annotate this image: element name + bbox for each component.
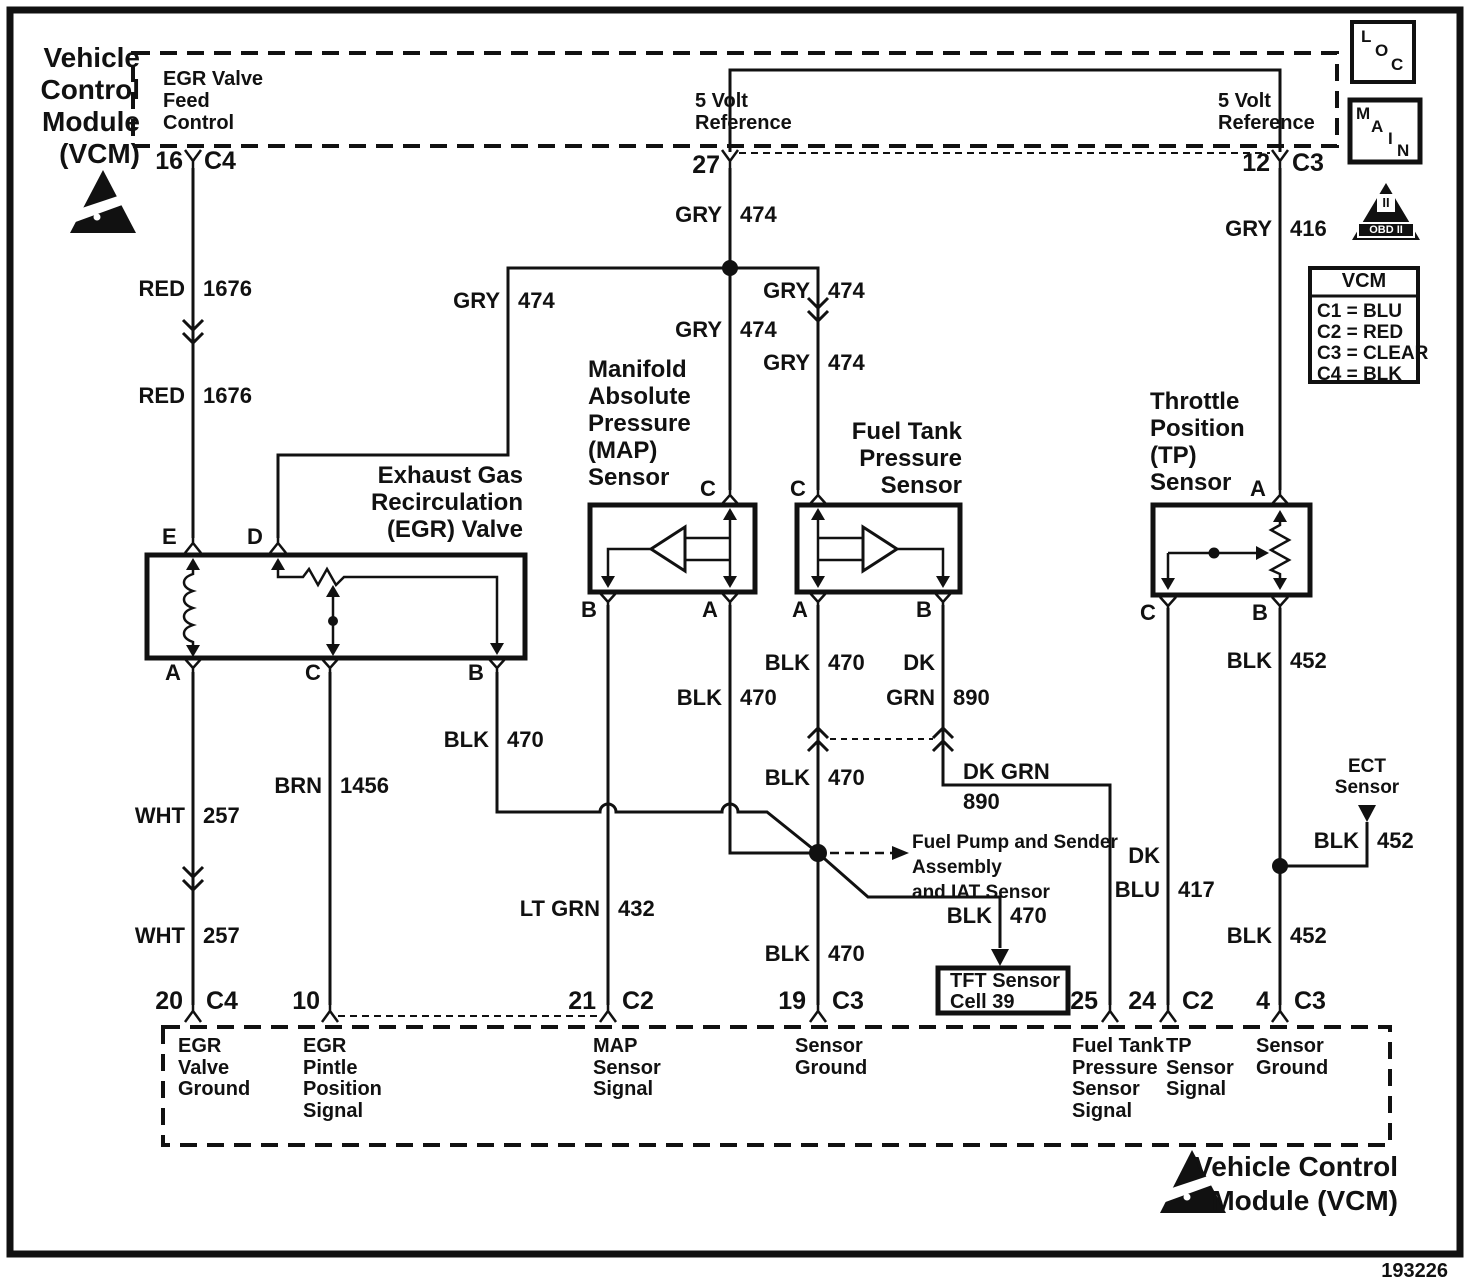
egr-pin-d-label: D	[247, 524, 263, 549]
egr-pin-e-label: E	[162, 524, 177, 549]
tft-sensor-label: TFT Sensor Cell 39	[950, 970, 1061, 1013]
tp-b-down-arrow-icon	[1273, 578, 1287, 590]
map-output-line	[608, 549, 651, 577]
main-letter-n: N	[1397, 141, 1410, 160]
five-volt-ref-left-label: 5 Volt Reference	[695, 90, 792, 134]
vcm-title-bottom: Vehicle Control Module (VCM)	[1194, 1151, 1398, 1216]
egr-pintle-up-arrow-icon	[271, 558, 285, 570]
map-sensor-title: Manifold Absolute Pressure (MAP) Sensor	[588, 356, 691, 491]
ftp-c-up-arrow-icon	[811, 508, 825, 520]
fork-tp-c-icon	[1160, 597, 1176, 608]
main-letter-m: M	[1356, 104, 1371, 123]
tp-pin-b-label: B	[1252, 600, 1268, 625]
ftp-output-line	[897, 549, 943, 577]
main-letter-i: I	[1388, 129, 1393, 148]
tp-wiper-arrow-icon	[1256, 546, 1269, 560]
vcm-legend-row-c3: C3 = CLEAR	[1317, 343, 1429, 364]
tp-wiper-dot-icon	[1209, 548, 1220, 559]
pin-20-connector: C4	[206, 987, 238, 1015]
fork-egr-a-icon	[185, 659, 201, 672]
tp-pin-c-label: C	[1140, 600, 1156, 625]
pin-20-description: EGR Valve Ground	[178, 1035, 251, 1100]
fork-egr-e-icon	[185, 538, 201, 553]
fork-pin10-icon	[322, 1005, 338, 1022]
five-volt-ref-right-label: 5 Volt Reference	[1218, 90, 1315, 134]
fork-ftp-a-icon	[810, 593, 826, 605]
tft-connection-triangle-icon	[991, 949, 1009, 966]
map-pin-a-label: A	[702, 597, 718, 622]
egr-solenoid-coil-icon	[184, 570, 193, 646]
pin-27-number: 27	[692, 151, 720, 179]
pin-12-number: 12	[1242, 149, 1270, 177]
egr-b-down-arrow-icon	[490, 643, 504, 655]
map-c-up-arrow-icon	[723, 508, 737, 520]
fork-pin12-icon	[1272, 150, 1288, 168]
ftp-pin-c-label: C	[790, 476, 806, 501]
fork-egr-b-icon	[489, 659, 505, 672]
ftp-a-down-arrow-icon	[811, 576, 825, 588]
pin-24-description: TP Sensor Signal	[1166, 1035, 1234, 1100]
tp-sensor-title: Throttle Position (TP) Sensor	[1150, 388, 1245, 496]
fork-pin27-icon	[722, 150, 738, 168]
tp-pin-a-label: A	[1250, 476, 1266, 501]
map-internal-lines	[685, 519, 730, 577]
fork-pin20-icon	[185, 1005, 201, 1022]
pin-21-connector: C2	[622, 987, 654, 1015]
tp-c-down-arrow-icon	[1161, 578, 1175, 590]
ftp-pin-a-label: A	[792, 597, 808, 622]
egr-coil-down-arrow-icon	[186, 645, 200, 657]
obd2-roman-numeral: II	[1382, 195, 1390, 210]
egr-pin-b-label: B	[468, 660, 484, 685]
pin-12-connector: C3	[1292, 149, 1324, 177]
egr-wiper-up-arrow-icon	[326, 585, 340, 597]
tp-sensor-box	[1153, 505, 1310, 595]
ftp-sensor-title: Fuel Tank Pressure Sensor	[851, 418, 962, 499]
splice-dot-blk452	[1272, 858, 1288, 874]
pin-20-number: 20	[155, 987, 183, 1015]
pin-10-description: EGR Pintle Position Signal	[303, 1035, 382, 1122]
pin-24-connector: C2	[1182, 987, 1214, 1015]
part-number: 193226	[1381, 1260, 1448, 1282]
pin-19-description: Sensor Ground	[795, 1035, 868, 1079]
fork-egr-c-icon	[322, 659, 338, 672]
fork-tp-b-icon	[1272, 597, 1288, 608]
egr-coil-up-arrow-icon	[186, 558, 200, 570]
ftp-amplifier-icon	[863, 527, 897, 571]
fork-tp-a-icon	[1272, 490, 1288, 504]
fork-egr-d-icon	[270, 538, 286, 553]
egr-pin-a-label: A	[165, 660, 181, 685]
fork-pin4-icon	[1272, 1005, 1288, 1022]
pin-25-description: Fuel Tank Pressure Sensor Signal	[1072, 1035, 1164, 1122]
fuel-pump-arrowhead-icon	[892, 846, 909, 860]
fork-map-a-icon	[722, 593, 738, 605]
obd2-banner-label: OBD II	[1369, 224, 1403, 236]
egr-feed-control-label: EGR Valve Feed Control	[163, 68, 264, 134]
map-a-down-arrow-icon	[723, 576, 737, 588]
loc-letter-l: L	[1361, 27, 1372, 46]
fork-pin24-icon	[1160, 1005, 1176, 1022]
splice-dot-gry474	[722, 260, 738, 276]
tp-resistor-icon	[1271, 521, 1289, 578]
egr-valve-title: Exhaust Gas Recirculation (EGR) Valve	[370, 462, 523, 543]
wiring-diagram: Vehicle Control Module (VCM) EGR Valve Feed Control 5 Volt Reference 5 Volt Reference 16 C4 27 12 C3 RED 1676 RED 1676 GRY 474 GRY 474 GRY 474 GRY 474 GRY 474 GRY 416 WHT 257 WHT 257 BRN 1456 BLK 470 BLK 470 BLK 470 DK GRN 890 BLK 470 BLK 470 BLK 470 DK BLU 417 BLK 452 BLK 452 BLK 452 LT GRN 432 DK GRN 890 Exhaust Gas Recirculation (EGR) Valve Manifold Absolute Pressure (MAP) Sensor Fuel Tank Pressure Sensor Throttle Position (TP) Sensor E D A C B C B A C A B A C B Fuel Pump and Sender Assembly and IAT Sensor TFT Sensor Cell 39 ECT Sensor 20 C4 10 21 C2 19 C3 25 24 C2 4 C3 EGR Valve Ground EGR Pintle Position Signal MAP Sensor Signal Sensor Ground Fuel Tank Pressure Sensor Signal TP Sensor Signal Sensor Ground Vehicle Control Module (VCM) 193226 L O C M A I N II OBD II VCM C1 = BLU C2 = RED C3 = CLEAR C4 = BLK	[0, 0, 1472, 1288]
fuel-pump-note: Fuel Pump and Sender Assembly and IAT Sensor	[912, 832, 1118, 903]
vcm-legend-row-c4: C4 = BLK	[1317, 364, 1402, 385]
pin-21-number: 21	[568, 987, 596, 1015]
splice-dot-blk470	[809, 844, 827, 862]
tp-a-up-arrow-icon	[1273, 510, 1287, 522]
pin-19-connector: C3	[832, 987, 864, 1015]
pin-16-connector: C4	[204, 147, 236, 175]
egr-pot-resistor-icon	[278, 569, 497, 643]
loc-letter-o: O	[1375, 41, 1389, 60]
fork-pin21-icon	[600, 1005, 616, 1022]
pin-21-description: MAP Sensor Signal	[593, 1035, 661, 1100]
pin-4-number: 4	[1256, 987, 1270, 1015]
egr-wiper-dot-icon	[328, 616, 338, 626]
loc-letter-c: C	[1391, 55, 1404, 74]
pin-25-number: 25	[1070, 987, 1098, 1015]
ftp-b-down-arrow-icon	[936, 576, 950, 588]
ect-sensor-label: ECT Sensor	[1334, 756, 1400, 798]
vcm-title-top: Vehicle Control Module (VCM)	[40, 42, 140, 169]
fork-map-c-icon	[722, 490, 738, 504]
pin-4-connector: C3	[1294, 987, 1326, 1015]
vcm-legend-title: VCM	[1341, 270, 1387, 292]
fork-pin16-icon	[185, 150, 201, 168]
pin-4-description: Sensor Ground	[1256, 1035, 1329, 1079]
pin-10-number: 10	[292, 987, 320, 1015]
fork-map-b-icon	[600, 593, 616, 605]
ftp-pin-b-label: B	[916, 597, 932, 622]
five-volt-bus-wire	[730, 70, 1280, 152]
fork-pin19-icon	[810, 1005, 826, 1022]
ftp-internal-lines	[818, 519, 863, 577]
map-b-down-arrow-icon	[601, 576, 615, 588]
map-pin-b-label: B	[581, 597, 597, 622]
egr-pin-c-label: C	[305, 660, 321, 685]
esd-symbol-top-icon	[70, 170, 136, 233]
ect-connection-triangle-icon	[1358, 805, 1376, 822]
main-letter-a: A	[1371, 117, 1384, 136]
egr-wiper-down-arrow-icon	[326, 644, 340, 656]
pin-16-number: 16	[155, 147, 183, 175]
vcm-legend-row-c1: C1 = BLU	[1317, 301, 1402, 322]
dkgrn-890-bend-label: DK GRN 890	[963, 759, 1050, 814]
pin-24-number: 24	[1128, 987, 1156, 1015]
map-amplifier-icon	[651, 527, 685, 571]
map-pin-c-label: C	[700, 476, 716, 501]
vcm-legend-row-c2: C2 = RED	[1317, 322, 1404, 343]
pin-19-number: 19	[778, 987, 806, 1015]
fork-ftp-b-icon	[935, 593, 951, 605]
egr-valve-box	[147, 555, 525, 658]
